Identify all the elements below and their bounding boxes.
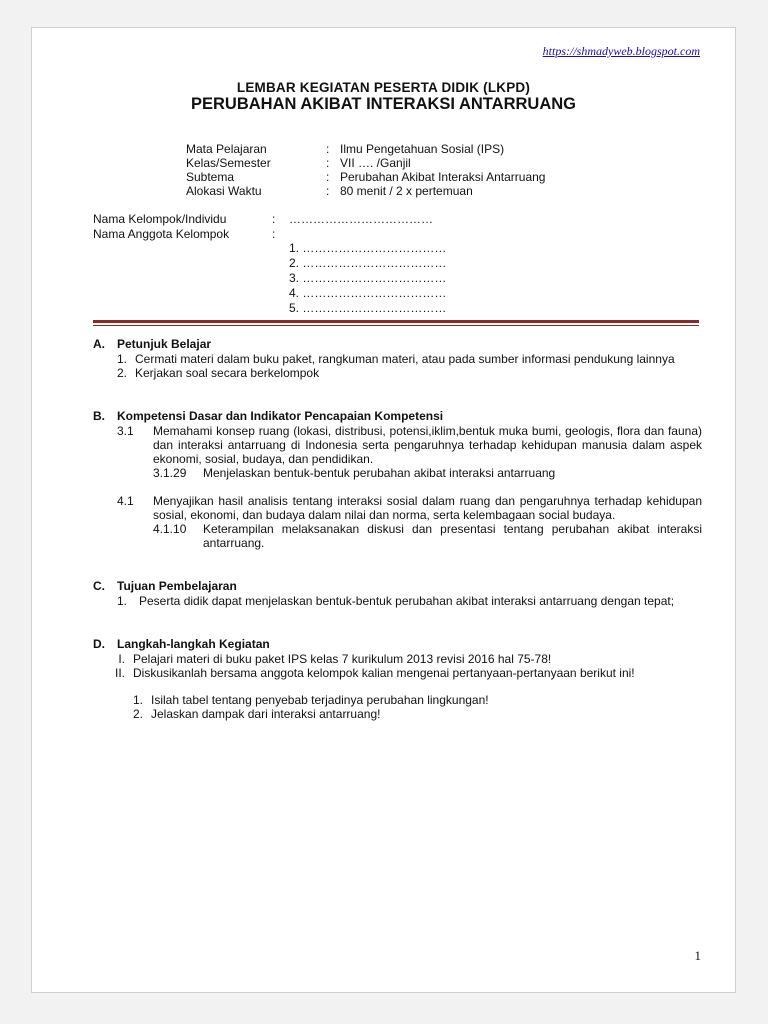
item-number: 1. — [117, 352, 128, 366]
group-info-block — [93, 212, 433, 242]
item-number: 2. — [133, 707, 144, 721]
item-text: Diskusikanlah bersama anggota kelompok kalian mengenai pertanyaan-pertanyaan berikut ini! — [133, 666, 635, 680]
section-number: D. — [93, 637, 105, 651]
section-number: B. — [93, 409, 105, 423]
page-number: 1 — [694, 948, 701, 963]
item-number: 1. — [117, 594, 128, 608]
list-item — [133, 707, 702, 721]
indicator-text: Menjelaskan bentuk-bentuk perubahan akibat interaksi antarruang — [203, 466, 556, 480]
group-name-row — [93, 212, 433, 227]
list-item — [133, 693, 702, 707]
info-row-subtheme — [186, 170, 545, 184]
document-page — [31, 27, 736, 993]
group-name-field[interactable]: ……………………………… — [289, 212, 433, 226]
activity-steps — [93, 652, 702, 680]
competency-block — [117, 424, 702, 550]
section-title: Kompetensi Dasar dan Indikator Pencapaian Kompetensi — [117, 409, 444, 423]
section-d — [93, 637, 702, 721]
blog-url-link[interactable]: https://shmadyweb.blogspot.com — [542, 44, 700, 58]
group-members-label: Nama Anggota Kelompok — [93, 227, 230, 241]
indicator-number: 3.1.29 — [153, 466, 187, 480]
roman-number: II. — [114, 666, 125, 680]
info-label: Kelas/Semester — [186, 156, 271, 170]
list-item — [93, 652, 702, 666]
section-heading — [93, 579, 702, 593]
section-title: Tujuan Pembelajaran — [117, 579, 237, 593]
group-members-colon: : — [272, 227, 276, 241]
section-heading — [93, 637, 702, 651]
item-text: Pelajari materi di buku paket IPS kelas 7 kurikulum 2013 revisi 2016 hal 75-78! — [133, 652, 552, 666]
document-title: PERUBAHAN AKIBAT INTERAKSI ANTARRUANG — [191, 95, 576, 113]
section-heading — [93, 337, 702, 351]
section-title: Petunjuk Belajar — [117, 337, 212, 351]
info-label: Mata Pelajaran — [186, 142, 267, 156]
list-item — [93, 666, 702, 680]
list-item — [117, 594, 702, 608]
group-name-colon: : — [272, 212, 276, 226]
instruction-list — [117, 352, 702, 380]
info-label: Alokasi Waktu — [186, 184, 262, 198]
info-colon: : — [326, 184, 330, 198]
list-item — [117, 366, 702, 380]
member-field[interactable]: 1. ……………………………… — [289, 241, 447, 255]
item-text: Cermati materi dalam buku paket, rangkuman materi, atau pada sumber informasi pendukung lainnya — [135, 352, 675, 366]
item-text: Kerjakan soal secara berkelompok — [135, 366, 320, 380]
info-value: VII …. /Ganjil — [340, 156, 411, 170]
member-list — [289, 241, 446, 316]
divider-thick — [93, 320, 699, 323]
group-name-label: Nama Kelompok/Individu — [93, 212, 227, 226]
indicator-text: Keterampilan melaksanakan diskusi dan presentasi tentang perubahan akibat interaksi antarruang. — [203, 522, 702, 550]
info-value: Ilmu Pengetahuan Sosial (IPS) — [340, 142, 505, 156]
section-b — [93, 409, 702, 550]
indicator-number: 4.1.10 — [153, 522, 187, 536]
info-row-subject — [186, 142, 545, 156]
item-number: 2. — [117, 366, 128, 380]
objective-list — [117, 594, 702, 608]
section-number: C. — [93, 579, 105, 593]
roman-number: I. — [118, 652, 125, 666]
section-a — [93, 337, 702, 380]
indicator — [153, 522, 702, 550]
document-subtitle: LEMBAR KEGIATAN PESERTA DIDIK (LKPD) — [236, 80, 531, 95]
item-number: 1. — [133, 693, 144, 707]
info-row-time — [186, 184, 545, 198]
info-colon: : — [326, 156, 330, 170]
list-item — [117, 352, 702, 366]
section-number: A. — [93, 337, 105, 351]
info-colon: : — [326, 142, 330, 156]
info-label: Subtema — [186, 170, 235, 184]
item-text: Peserta didik dapat menjelaskan bentuk-bentuk perubahan akibat interaksi antarruang dengan tepat; — [139, 594, 675, 608]
question-list — [133, 693, 702, 721]
basic-competency — [117, 424, 702, 466]
info-colon: : — [326, 170, 330, 184]
section-heading — [93, 409, 702, 423]
info-value: Perubahan Akibat Interaksi Antarruang — [340, 170, 546, 184]
section-c — [93, 579, 702, 608]
section-title: Langkah-langkah Kegiatan — [117, 637, 270, 651]
member-field[interactable]: 5. ……………………………… — [289, 301, 447, 315]
member-field[interactable]: 4. ……………………………… — [289, 286, 447, 300]
item-text: Jelaskan dampak dari interaksi antarruang! — [151, 707, 381, 721]
basic-competency — [117, 494, 702, 522]
group-members-row — [93, 227, 433, 242]
kd-text: Menyajikan hasil analisis tentang interaksi sosial dalam ruang dan pengaruhnya terhadap kehidupan sosial, ekonomi, dan budaya dalam nilai dan norma, serta kelembagaan social budaya. — [153, 494, 702, 522]
divider-thin — [93, 325, 699, 326]
info-value: 80 menit / 2 x pertemuan — [340, 184, 473, 198]
indicator — [153, 466, 702, 480]
item-text: Isilah tabel tentang penyebab terjadinya perubahan lingkungan! — [151, 693, 489, 707]
kd-number: 4.1 — [117, 494, 134, 508]
kd-number: 3.1 — [117, 424, 134, 438]
info-row-class — [186, 156, 545, 170]
member-field[interactable]: 2. ……………………………… — [289, 256, 447, 270]
kd-text: Memahami konsep ruang (lokasi, distribusi, potensi,iklim,bentuk muka bumi, geologis, flora dan fauna) dan interaksi antarruang di Indonesia serta pengaruhnya terhadap kehidupan manusia dalam aspek ekonomi, sosial, budaya, dan pendidikan. — [153, 424, 702, 466]
member-field[interactable]: 3. ……………………………… — [289, 271, 447, 285]
subject-info-block — [186, 142, 545, 198]
